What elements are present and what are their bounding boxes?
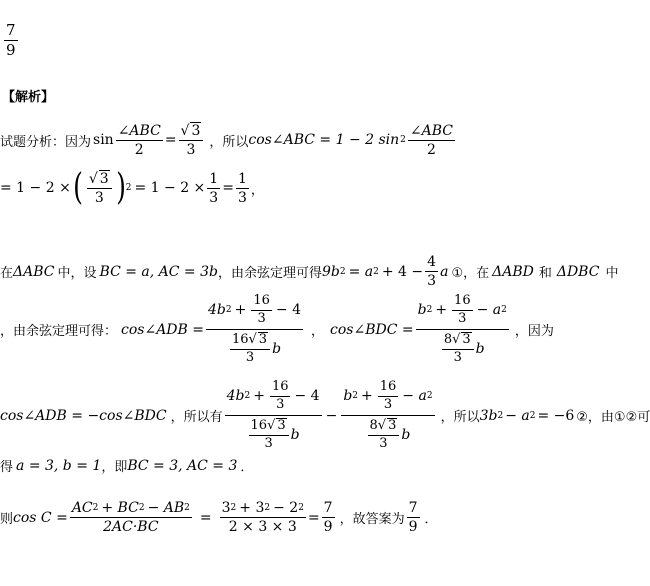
f4-minus-a: − a (402, 388, 427, 405)
f3-n1a: 4b (226, 388, 245, 405)
ac-exp: 2 (92, 502, 99, 513)
eq-4: = (307, 509, 320, 526)
three-2: 3 (237, 189, 247, 206)
sqrt3-over-3-b: $\frac{√ 3}{3}$ (87, 170, 112, 206)
f3-exp: 2 (244, 391, 251, 402)
nine: 9 (323, 519, 333, 536)
f4-dsqrt: 3 (388, 417, 397, 433)
four-thirds (425, 254, 438, 289)
n3: 3 (221, 500, 231, 516)
triangle-abc: ΔABC (13, 263, 55, 280)
n3b: + 3 (239, 500, 265, 516)
solution-line-4 (0, 294, 554, 366)
intro-text: 试题分析：因为 (0, 134, 92, 150)
de-text: 得 (0, 460, 14, 475)
f4-exp: 2 (352, 391, 359, 402)
let-text: 中，设 (57, 266, 97, 282)
f4-16: 16 (378, 380, 399, 397)
gu-text: ，故答案为 (339, 512, 405, 528)
res-eq: = −6 (537, 407, 575, 424)
cos-bdc-fraction: b 2 + $\frac{16}{3}$ − a 2 $\frac{8√ 3}{3}$ b (417, 293, 507, 365)
three-c: 3 (427, 273, 437, 290)
n3-exp: 2 (230, 502, 237, 513)
minus-sign: − (325, 407, 338, 424)
d8-den: 3 (453, 349, 462, 365)
solution-line-7 (0, 500, 438, 535)
n2e: − a (476, 302, 502, 319)
f3-b: b (290, 426, 300, 443)
three: 3 (209, 189, 219, 206)
cos-c: cos C = (13, 509, 68, 526)
nine-b: 9b (322, 263, 340, 280)
f4-exp2: 2 (426, 391, 433, 402)
exp-a: 2 (339, 266, 346, 277)
half-angle-fraction (116, 123, 163, 158)
so-text: ，所以 (209, 134, 249, 150)
res-exp2: 2 (529, 410, 536, 421)
n2-exp: 2 (426, 305, 433, 316)
f3-minus4: − 4 (294, 388, 320, 405)
f4-dden: 3 (379, 435, 388, 451)
line2-mid: = 1 − 2 × (134, 180, 206, 197)
denominator-two: 2 (134, 141, 144, 158)
n1a: 4b (208, 302, 226, 319)
bc-term: + BC (101, 500, 139, 516)
res-minus-a: − a (505, 407, 530, 424)
one-third (207, 171, 220, 206)
numeric-fraction (220, 500, 306, 535)
solution-line-6 (0, 456, 253, 475)
bc-ac-def: BC = a, AC = 3b (99, 263, 218, 280)
d-b: b (272, 340, 282, 357)
cos-adb: cos∠ADB = (121, 321, 205, 338)
sqrt3-b: 3 (99, 171, 109, 187)
answer-fraction (2, 22, 20, 60)
d-sqrt3: 3 (258, 331, 268, 347)
n2a: b (417, 302, 427, 319)
so-have-text: ，所以有 (170, 410, 223, 426)
f3-d16: 16 (250, 417, 268, 433)
n2b: + (435, 302, 448, 319)
n3b-exp: 2 (264, 502, 271, 513)
cosine-law-text: ，由余弦定理可得 (217, 266, 322, 282)
n2-exp-2: 2 (298, 502, 304, 513)
n1d: 3 (257, 310, 266, 326)
f4-b: b (401, 426, 411, 443)
ab-exp: 2 (184, 502, 190, 513)
line2-end: ， (250, 182, 264, 198)
eq-3: = (199, 509, 212, 526)
eq-a: = a (348, 263, 374, 280)
n1-exp: 2 (225, 305, 232, 316)
solution-line-5 (0, 380, 650, 452)
square-exp: 2 (125, 183, 132, 194)
law-text: ，由余弦定理可得： (0, 324, 118, 340)
f3-3: 3 (276, 396, 285, 412)
d16: 16 (231, 331, 249, 347)
sin-text: sin (93, 132, 114, 149)
cos-c-fraction (70, 500, 192, 535)
nine-b: 9 (408, 519, 418, 536)
exp-b: 2 (373, 266, 379, 277)
section-label: 【解析】 (2, 90, 55, 105)
res-3b: 3b (479, 407, 498, 424)
n2e-exp: 2 (501, 305, 507, 316)
fraction-4: b 2 + $\frac{16}{3}$ − a 2 $\frac{8√ 3}{3}$ b (343, 379, 433, 451)
f3-dsqrt: 3 (277, 417, 286, 433)
n1c: 16 (251, 294, 272, 311)
one: 1 (207, 171, 220, 189)
one-2: 1 (236, 171, 249, 189)
cos-c-den: 2AC·BC (103, 519, 159, 536)
cos-bdc: cos∠BDC = (330, 321, 414, 338)
f4-n2a: b (343, 388, 353, 405)
angle-abc: ∠ABC (116, 123, 163, 141)
triangle-abd: ΔABD (492, 263, 534, 280)
answer-repeat (407, 500, 420, 535)
zhong-text: 中 (605, 266, 619, 282)
solution-line-3 (0, 254, 618, 289)
d-den: 3 (245, 349, 255, 365)
equals: = (164, 132, 177, 149)
circ1-text: ①，在 (451, 266, 490, 282)
d8-b: b (475, 340, 485, 357)
so-text-2: ，所以 (440, 410, 480, 426)
f4-3: 3 (383, 396, 393, 412)
cos-abc-expr: cos∠ABC = 1 − 2 sin (248, 132, 400, 149)
d8-sqrt3: 3 (462, 331, 471, 347)
one-third-2 (236, 171, 249, 206)
f3-plus: + (253, 388, 265, 405)
dot: ． (240, 460, 254, 475)
numeric-den: 2 × 3 × 3 (228, 519, 297, 536)
answer-numerator: 7 (4, 22, 18, 41)
line2-start: = 1 − 2 × (0, 180, 71, 197)
ac-term: AC (71, 500, 93, 516)
den-three-b: 3 (94, 190, 104, 207)
ji-text: ，即 (101, 460, 128, 475)
fraction-3: 4b 2 + $\frac{16}{3}$ − 4 $\frac{16√ 3}{3}$ b (226, 379, 320, 451)
four: 4 (425, 254, 438, 272)
ab-values: a = 3, b = 1 (16, 457, 102, 474)
in-text: 在 (0, 266, 14, 282)
n2: − 2 (273, 500, 299, 516)
because-text: ，因为 (514, 324, 554, 340)
sin-squared-exp: 2 (400, 135, 406, 146)
equals-2: = (222, 180, 234, 197)
den-three: 3 (186, 142, 196, 159)
circ2-text: ②，由①②可 (576, 410, 650, 426)
ze-text: 则 (0, 512, 14, 528)
answer-denominator: 9 (6, 41, 16, 60)
var-a: a (440, 263, 449, 280)
ab-term: − AB (147, 500, 185, 516)
bc-exp: 2 (138, 502, 145, 513)
res-exp: 2 (497, 410, 504, 421)
angle-abc-2: ∠ABC (408, 123, 455, 141)
cos-relation: cos∠ADB = −cos∠BDC (0, 407, 167, 424)
half-angle-fraction-2 (408, 123, 455, 158)
f4-plus: + (361, 388, 373, 405)
solution-line-1 (0, 122, 457, 158)
seven-ninths (322, 500, 335, 535)
cos-adb-fraction: 4b 2 + $\frac{16}{3}$ − 4 $\frac{16√ 3}{3}$ b (208, 293, 301, 365)
n1e: − 4 (275, 302, 301, 319)
denominator-two-2: 2 (427, 141, 436, 158)
seven-b: 7 (407, 500, 420, 518)
dot-end: ． (424, 512, 438, 528)
plus4: + 4 − (381, 263, 424, 280)
d8: 8 (443, 331, 453, 347)
and-text: 和 (538, 266, 552, 282)
n2c: 16 (452, 294, 473, 311)
bc-ac-values: BC = 3, AC = 3 (127, 457, 238, 474)
seven: 7 (322, 500, 335, 518)
comma: ， (311, 324, 325, 340)
sqrt3: 3 (191, 123, 201, 139)
f3-dden: 3 (264, 435, 273, 451)
f3-16: 16 (270, 380, 291, 397)
triangle-dbc: ΔDBC (556, 263, 600, 280)
sqrt3-over-3: $\frac{√ 3}{3}$ (179, 122, 204, 158)
n1b: + (234, 302, 247, 319)
solution-line-2: = 1 − 2 × ( $\frac{√ 3}{3}$ ) 2 = 1 − 2 × $\frac{1}{3}$ = $\frac{1}{3}$ ， (0, 167, 264, 209)
f4-d8: 8 (369, 417, 378, 433)
n2d: 3 (458, 310, 467, 326)
